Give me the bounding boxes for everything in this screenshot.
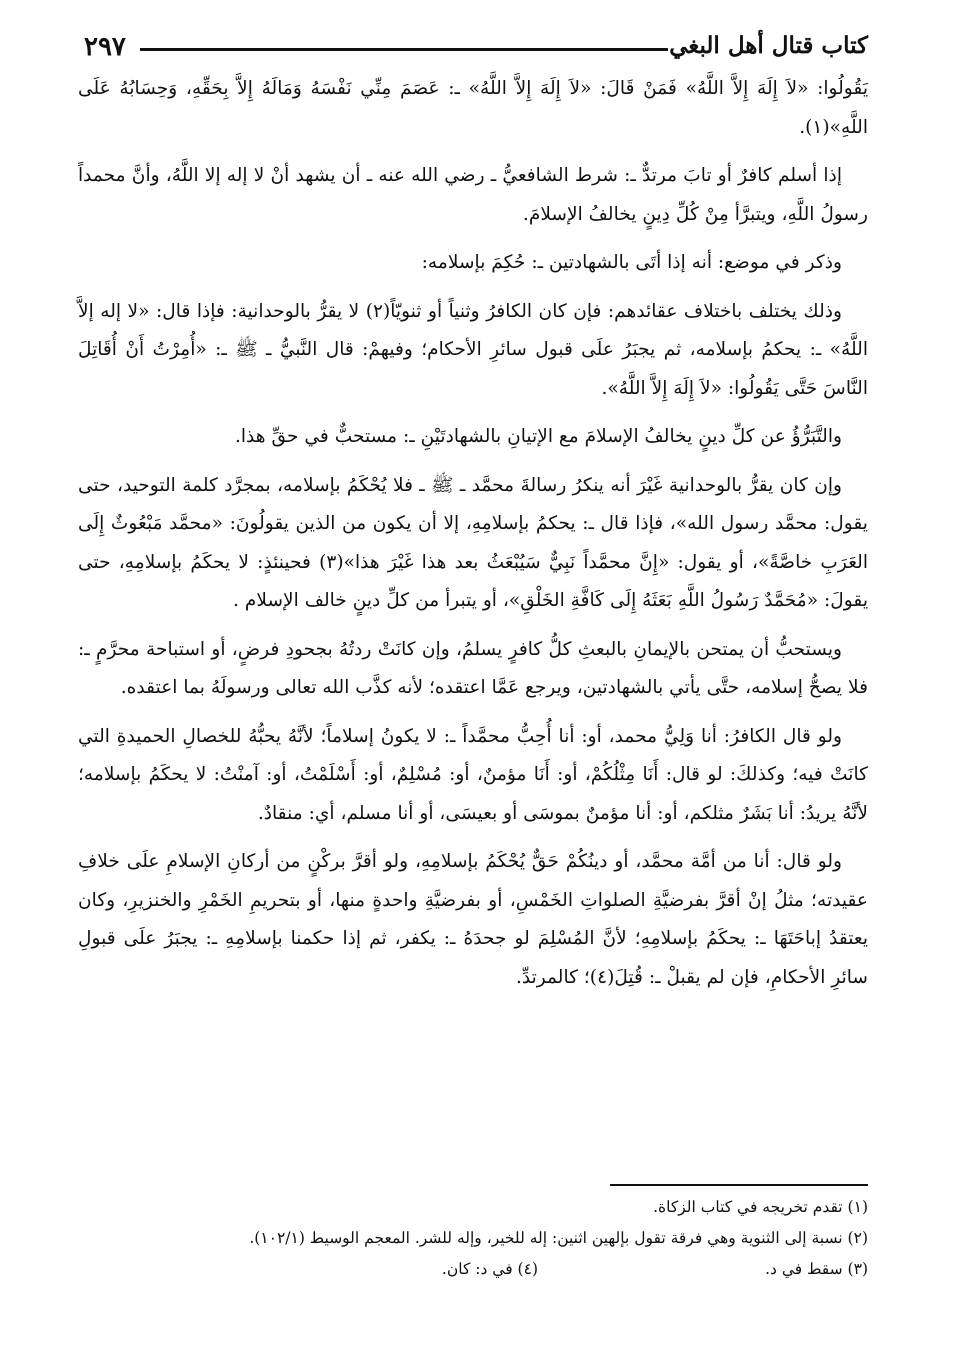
paragraph: وذلك يختلف باختلاف عقائدهم: فإن كان الكافرُ وثنياً أو ثنويّاً(٢) لا يقرُّ بالوحدانية: فإذا قال: «لا إله إلاَّ اللَّهُ» ـ: يحكمُ بإسلامه، ثم يجبَرُ علَى قبول سائرِ الأحكام؛ وفيهمْ: قال النَّبيُّ ـ ﷺ ـ: «أُمِرْتُ أَنْ أُقَاتِلَ النَّاسَ حَتَّى يَقُولُوا: «لاَ إِلَهَ إِلاَّ اللَّهُ». — [78, 300, 868, 399]
footnotes — [78, 1192, 868, 1285]
page-header — [78, 30, 868, 64]
paragraph: يَقُولُوا: «لاَ إِلَهَ إِلاَّ اللَّهُ» فَمَنْ قَالَ: «لاَ إِلَهَ إِلاَّ اللَّهُ» ـ: عَصَمَ مِنِّي نَفْسَهُ وَمَالَهُ إِلاَّ بِحَقِّهِ، وَحِسَابُهُ عَلَى اللَّهِ»(١). — [78, 78, 868, 138]
footnote-row — [78, 1254, 868, 1285]
paragraph: وذكر في موضع: أنه إذا أتَى بالشهادتين ـ: حُكِمَ بإسلامه: — [421, 252, 842, 273]
paragraph: وإن كان يقرُّ بالوحدانية غَيْرَ أنه ينكرُ رسالةَ محمَّد ـ ﷺ ـ فلا يُحْكَمُ بإسلامه، بمجرَّد كلمة التوحيد، حتى يقول: محمَّد رسول الله»، فإذا قال ـ: يحكمُ بإسلامِهِ، إلا أن يكون من الذين يقولُونَ: «محمَّد مَبْعُوثٌ إِلَى العَرَبِ خاصَّةً»، أو يقول: «إِنَّ محمَّداً نَبِيٌّ سَيُبْعَثُ بعد هذا غَيْرَ هذا»(٣) فحينئذٍ: لا يحكَمُ بإسلامِهِ، حتى يقولَ: «مُحَمَّدٌ رَسُولُ اللَّهِ بَعَثَهُ إِلَى كَافَّةِ الخَلْقِ»، أو يتبرأ من كلِّ دينٍ خالف الإسلام . — [78, 474, 868, 611]
footnote: (٢) نسبة إلى الثنوية وهي فرقة تقول بإلهين اثنين: إله للخير، وإله للشر. المعجم الوسيط (١٠٢/١). — [249, 1229, 868, 1247]
footnote-separator — [610, 1184, 868, 1186]
footnote: (٤) في د: كان. — [441, 1260, 538, 1278]
paragraph: ولو قال الكافرُ: أنا وَلِيُّ محمد، أو: أنا أُحِبُّ محمَّداً ـ: لا يكونُ إسلاماً؛ لأنَّهُ يحبُّهُ للخصالِ الحميدةِ التي كانَتْ فيه؛ وكذلكَ: لو قال: أَنَا مِثْلُكُمْ، أو: أَنَا مؤمنٌ، أو: مُسْلِمٌ، أو: أَسْلَمْتُ، أو: آمنْتُ: لا يحكَمُ بإسلامه؛ لأنَّهُ يريدُ: أنا بَشَرٌ مثلكم، أو: أنا مؤمنٌ بموسَى أو بعيسَى، أو أنا مسلم، أي: منقادٌ. — [78, 725, 868, 824]
paragraph: ويستحبُّ أن يمتحن بالإيمانِ بالبعثِ كلُّ كافرٍ يسلمُ، وإن كانَتْ ردتُهُ بجحودِ فرضٍ، أو استباحة محرَّمٍ ـ: فلا يصحُّ إسلامه، حتَّى يأتي بالشهادتين، ويرجع عَمَّا اعتقده؛ لأنه كذَّب الله تعالى ورسولَهُ بما اعتقده. — [78, 638, 868, 698]
header-rule — [140, 48, 668, 51]
main-text — [78, 70, 868, 1007]
footnote: (٣) سقط في د. — [765, 1260, 868, 1278]
page-number: ٢٩٧ — [84, 32, 126, 62]
paragraph: ولو قال: أنا من أمَّة محمَّد، أو دينُكُمْ حَقٌّ يُحْكَمُ بإسلامِهِ، ولو أقرَّ بركْنٍ من أركانِ الإسلامِ علَى خلافِ عقيدته؛ مثلُ إنْ أقرَّ بفرضيَّةِ الصلواتِ الخَمْسِ، أو بفرضيَّةِ واحدةٍ منها، أو بتحريمِ الخَمْرِ والخنزيرِ، وكان يعتقدُ إباحَتَهَا ـ: يحكَمُ بإسلامِهِ؛ لأنَّ المُسْلِمَ لو جحدَهُ ـ: يكفر، ثم إذا حكمنا بإسلامِهِ ـ: يجبَرُ علَى قبولِ سائرِ الأحكامِ، فإن لم يقبلْ ـ: قُتِلَ(٤)؛ كالمرتدِّ. — [78, 851, 868, 988]
running-title: كتاب قتال أهل البغي — [669, 32, 868, 59]
footnote: (١) تقدم تخريجه في كتاب الزكاة. — [653, 1198, 868, 1216]
paragraph: إذا أسلم كافرٌ أو تابَ مرتدٌّ ـ: شرط الشافعيُّ ـ رضي الله عنه ـ أن يشهد أنْ لا إله إلا اللَّهُ، وأنَّ محمداً رسولُ اللَّهِ، ويتبرَّأ مِنْ كُلِّ دِينٍ يخالفُ الإسلامَ. — [78, 165, 868, 225]
paragraph: والتَّبَرُّؤُ عن كلِّ دينٍ يخالفُ الإسلامَ مع الإتيانِ بالشهادتَيْنِ ـ: مستحبٌّ في حقِّ هذا. — [234, 426, 842, 447]
